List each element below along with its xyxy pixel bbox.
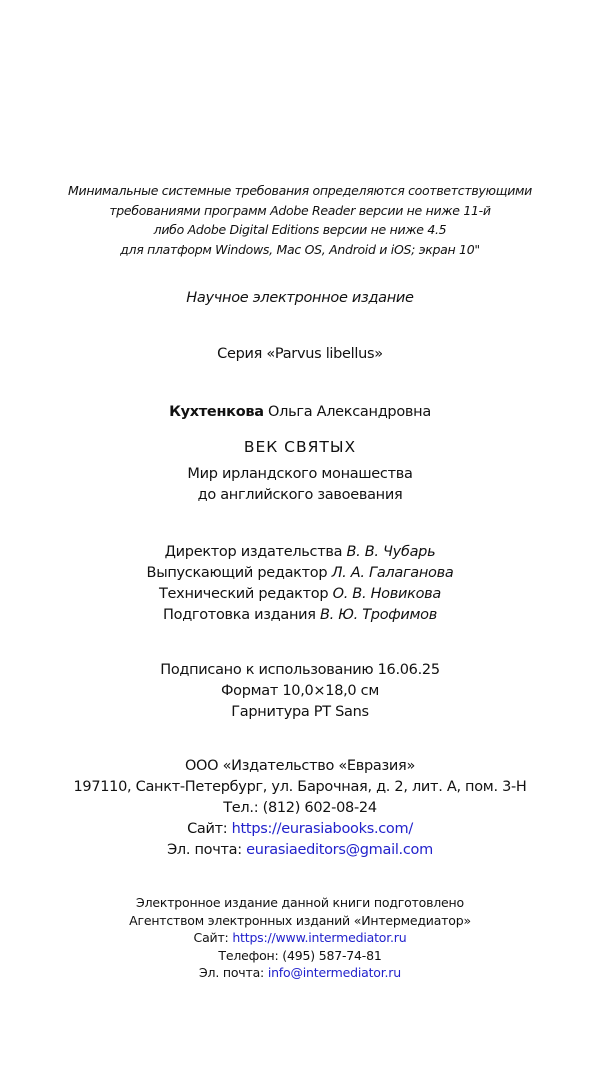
staff-list <box>0 542 600 626</box>
series: Серия «Parvus libellus» <box>217 346 383 362</box>
subtitle-line: Мир ирландского монашества <box>187 466 413 482</box>
publisher-site-link[interactable]: https://eurasiabooks.com/ <box>231 821 413 837</box>
publisher-email: Эл. почта: eurasiaeditors@gmail.com <box>167 842 433 858</box>
publisher-phone: Тел.: (812) 602-08-24 <box>223 800 377 816</box>
publisher-site: Сайт: https://eurasiabooks.com/ <box>187 821 413 837</box>
publisher-info <box>0 756 600 861</box>
req-line: либо Adobe Digital Editions версии не ниже 4.5 <box>153 222 447 237</box>
agency-email-link[interactable]: info@intermediator.ru <box>267 965 401 980</box>
subtitle-line: до английского завоевания <box>197 487 403 503</box>
author <box>0 404 600 420</box>
publisher-address: 197110, Санкт-Петербург, ул. Барочная, д. 2, лит. А, пом. 3-Н <box>73 779 527 795</box>
staff-line: Технический редактор О. В. Новикова <box>159 586 441 602</box>
staff-line: Директор издательства В. В. Чубарь <box>164 544 436 560</box>
req-line: для платформ Windows, Mac OS, Android и iOS; экран 10" <box>120 241 480 257</box>
book-subtitle <box>0 464 600 506</box>
agency-email: Эл. почта: info@intermediator.ru <box>199 965 401 980</box>
book-title: ВЕК СВЯТЫХ <box>243 438 357 456</box>
agency-phone: Телефон: (495) 587-74-81 <box>218 947 382 963</box>
author-surname: Кухтенкова <box>169 404 264 420</box>
agency-line: Электронное издание данной книги подготовлено <box>136 895 464 910</box>
agency-line: Агентством электронных изданий «Интермедиатор» <box>129 912 471 928</box>
staff-line: Выпускающий редактор Л. А. Галаганова <box>146 565 454 581</box>
req-line: требованиями программ Adobe Reader версии не ниже 11-й <box>109 202 491 218</box>
print-line: Подписано к использованию 16.06.25 <box>160 662 440 678</box>
author-name: Ольга Александровна <box>263 404 431 420</box>
staff-line: Подготовка издания В. Ю. Трофимов <box>163 607 437 623</box>
agency-site: Сайт: https://www.intermediator.ru <box>193 930 407 945</box>
print-info <box>0 660 600 723</box>
req-line: Минимальные системные требования определяются соответствующими <box>68 183 532 198</box>
agency-site-link[interactable]: https://www.intermediator.ru <box>232 930 407 945</box>
agency-info <box>0 894 600 982</box>
edition-type: Научное электронное издание <box>186 290 414 306</box>
publisher-email-link[interactable]: eurasiaeditors@gmail.com <box>246 842 433 858</box>
print-line: Формат 10,0×18,0 см <box>221 683 379 699</box>
system-requirements <box>0 181 600 259</box>
publisher-name: ООО «Издательство «Евразия» <box>184 758 416 774</box>
print-line: Гарнитура PT Sans <box>231 704 369 720</box>
